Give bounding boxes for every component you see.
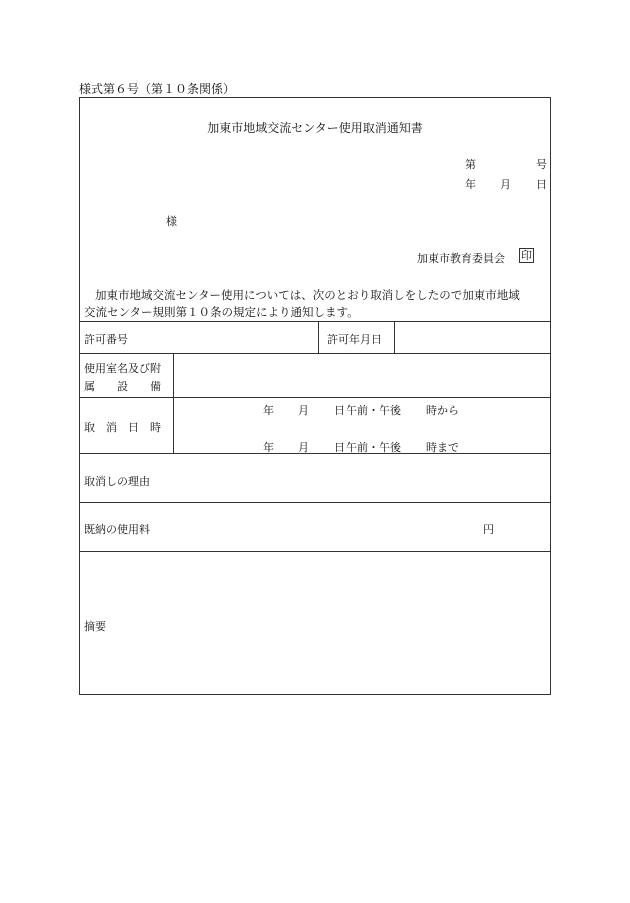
from-day: 日: [334, 404, 345, 417]
form-number-label: 様式第６号（第１０条関係）: [79, 82, 236, 96]
table-line: [79, 397, 551, 398]
to-time: 時まで: [426, 441, 459, 454]
permit-number-label: 許可番号: [84, 333, 128, 346]
notes-label: 摘要: [84, 620, 106, 633]
table-line: [173, 353, 174, 453]
issuer-name: 加東市教育委員会: [417, 252, 505, 265]
permit-date-label: 許可年月日: [327, 333, 382, 346]
table-line: [79, 353, 551, 354]
notice-body-line1: 加東市地域交流センター使用については、次のとおり取消しをしたので加東市地域: [95, 288, 520, 302]
notice-body: [84, 287, 546, 321]
seal-icon: 印: [521, 249, 532, 262]
to-ampm: 午前・午後: [346, 441, 401, 454]
table-line: [79, 502, 551, 503]
table-line: [318, 321, 319, 353]
number-suffix: 号: [536, 158, 547, 171]
room-label-line1: 使用室名及び附: [84, 362, 161, 375]
form-frame: [79, 97, 551, 695]
from-time: 時から: [426, 404, 459, 417]
notice-body-line2: 交流センター規則第１０条の規定により通知します。: [84, 305, 359, 319]
document-title: 加東市地域交流センター使用取消通知書: [207, 121, 423, 135]
fee-unit: 円: [483, 523, 494, 536]
reason-label: 取消しの理由: [84, 475, 150, 488]
from-year: 年: [263, 404, 274, 417]
date-year: 年: [465, 178, 476, 191]
date-month: 月: [500, 178, 511, 191]
number-prefix: 第: [465, 158, 476, 171]
to-day: 日: [334, 441, 345, 454]
from-ampm: 午前・午後: [346, 404, 401, 417]
table-line: [79, 321, 551, 322]
seal-stamp: [519, 248, 534, 263]
table-line: [79, 551, 551, 552]
to-year: 年: [263, 441, 274, 454]
room-label-line2: 属 設 備: [84, 380, 161, 393]
addressee-suffix: 様: [166, 215, 177, 228]
table-line: [394, 321, 395, 353]
to-month: 月: [298, 441, 309, 454]
cancel-datetime-label: 取 消 日 時: [84, 421, 161, 434]
from-month: 月: [298, 404, 309, 417]
fee-label: 既納の使用料: [84, 523, 150, 536]
table-line: [79, 453, 551, 454]
date-day: 日: [536, 178, 547, 191]
